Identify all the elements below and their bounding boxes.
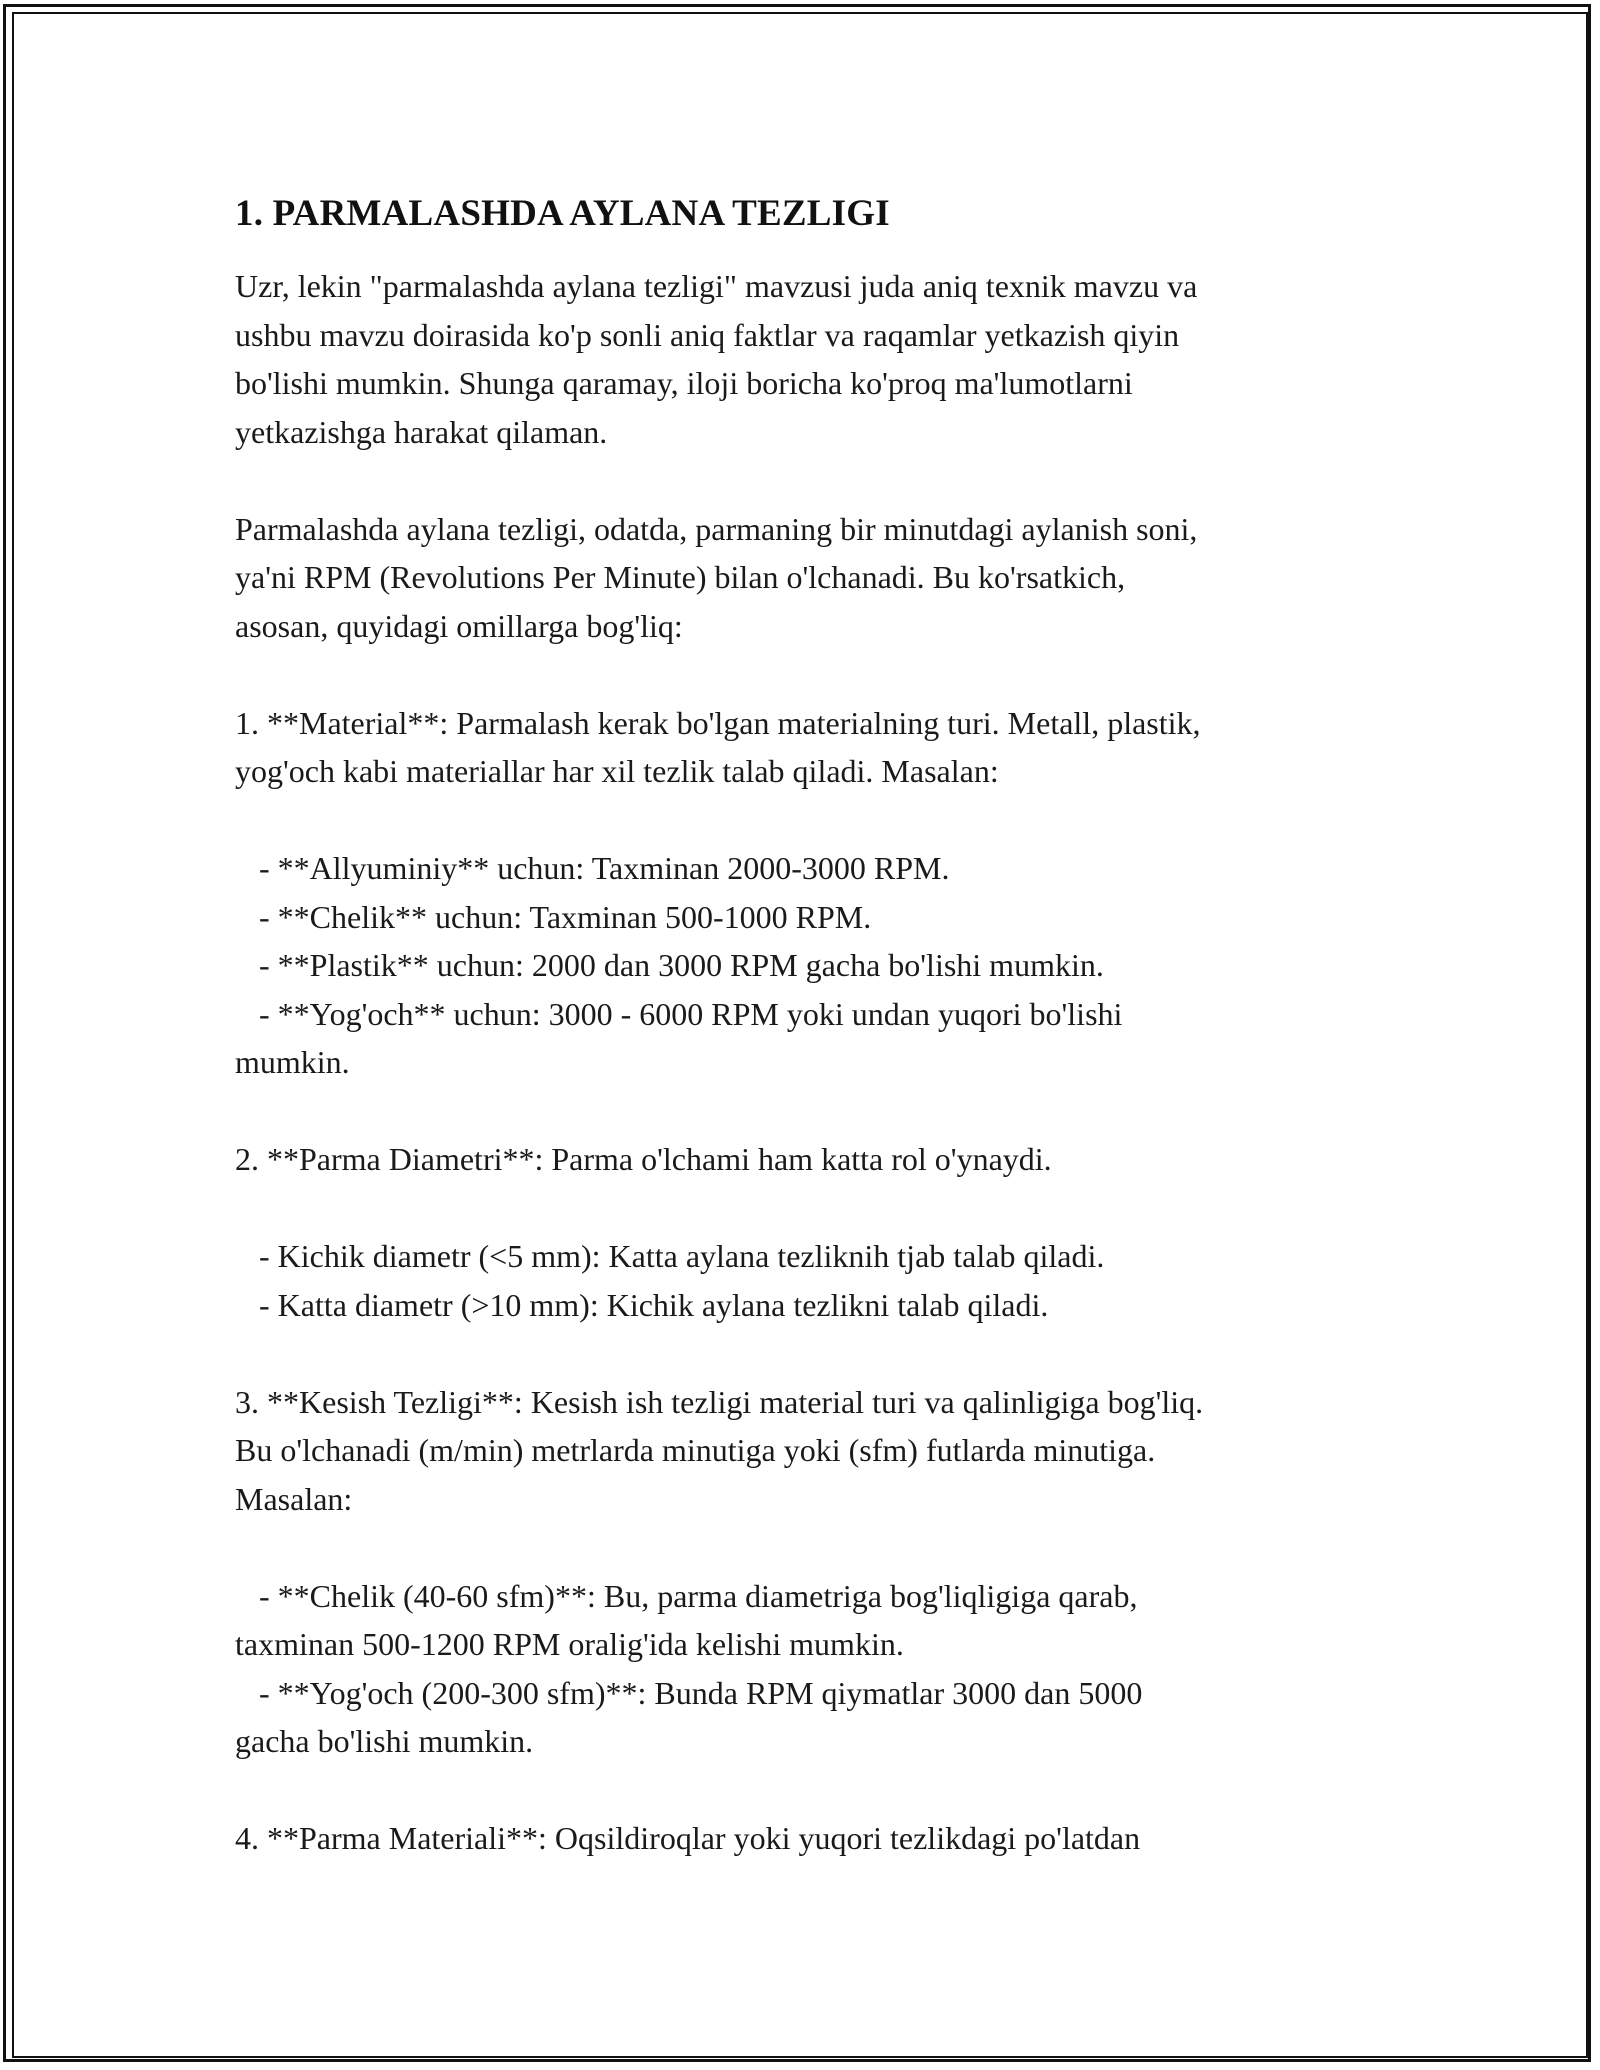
paragraph: 2. **Parma Diametri**: Parma o'lchami ham katta rol o'ynaydi. [235, 1141, 1052, 1177]
document-blocks [235, 262, 1365, 1863]
paragraph-gap [235, 456, 1365, 505]
paragraph: - **Chelik (40-60 sfm)**: Bu, parma diametriga bog'liqligiga qarab, taxminan 500-1200 RPM oralig'ida kelishi mumkin. - **Yog'och (200-300 sfm)**: Bunda RPM qiymatlar 3000 dan 5000 gacha bo'lishi mumkin. [235, 1577, 1143, 1759]
paragraph: - Kichik diametr (<5 mm): Katta aylana tezliknih tjab talab qiladi. - Katta diametr (>10 mm): Kichik aylana tezlikni talab qiladi. [259, 1238, 1105, 1323]
document-body [235, 188, 1365, 1863]
paragraph: Parmalashda aylana tezligi, odatda, parmaning bir minutdagi aylanish soni, ya'ni RPM (Revolutions Per Minute) bilan o'lchanadi. Bu ko'rsatkich, asosan, quyidagi omillarga bog'liq: [235, 510, 1198, 644]
paragraph: - **Allyuminiy** uchun: Taxminan 2000-3000 RPM. - **Chelik** uchun: Taxminan 500-1000 RPM. - **Plastik** uchun: 2000 dan 3000 RPM gacha bo'lishi mumkin. - **Yog'och** uchun: 3000 - 6000 RPM yoki undan yuqori bo'lishi mumkin. [235, 850, 1123, 1080]
paragraph-gap [235, 1329, 1365, 1378]
paragraph-gap [235, 796, 1365, 845]
paragraph: 1. **Material**: Parmalash kerak bo'lgan materialning turi. Metall, plastik, yog'och kabi materiallar har xil tezlik talab qiladi. Masalan: [235, 704, 1201, 789]
paragraph-gap [235, 1087, 1365, 1136]
paragraph-gap [235, 1766, 1365, 1815]
paragraph-gap [235, 650, 1365, 699]
paragraph-gap [235, 1184, 1365, 1233]
paragraph-gap [235, 1523, 1365, 1572]
paragraph: Uzr, lekin "parmalashda aylana tezligi" mavzusi juda aniq texnik mavzu va ushbu mavzu doirasida ko'p sonli aniq faktlar va raqamlar yetkazish qiyin bo'lishi mumkin. Shunga qaramay, iloji boricha ko'proq ma'lumotlarni yetkazishga harakat qilaman. [235, 268, 1198, 450]
paragraph: 3. **Kesish Tezligi**: Kesish ish tezligi material turi va qalinligiga bog'liq. Bu o'lchanadi (m/min) metrlarda minutiga yoki (sfm) futlarda minutiga. Masalan: [235, 1383, 1204, 1517]
document-heading: 1. PARMALASHDA AYLANA TEZLIGI [235, 193, 890, 234]
paragraph: 4. **Parma Materiali**: Oqsildiroqlar yoki yuqori tezlikdagi po'latdan [235, 1820, 1141, 1856]
